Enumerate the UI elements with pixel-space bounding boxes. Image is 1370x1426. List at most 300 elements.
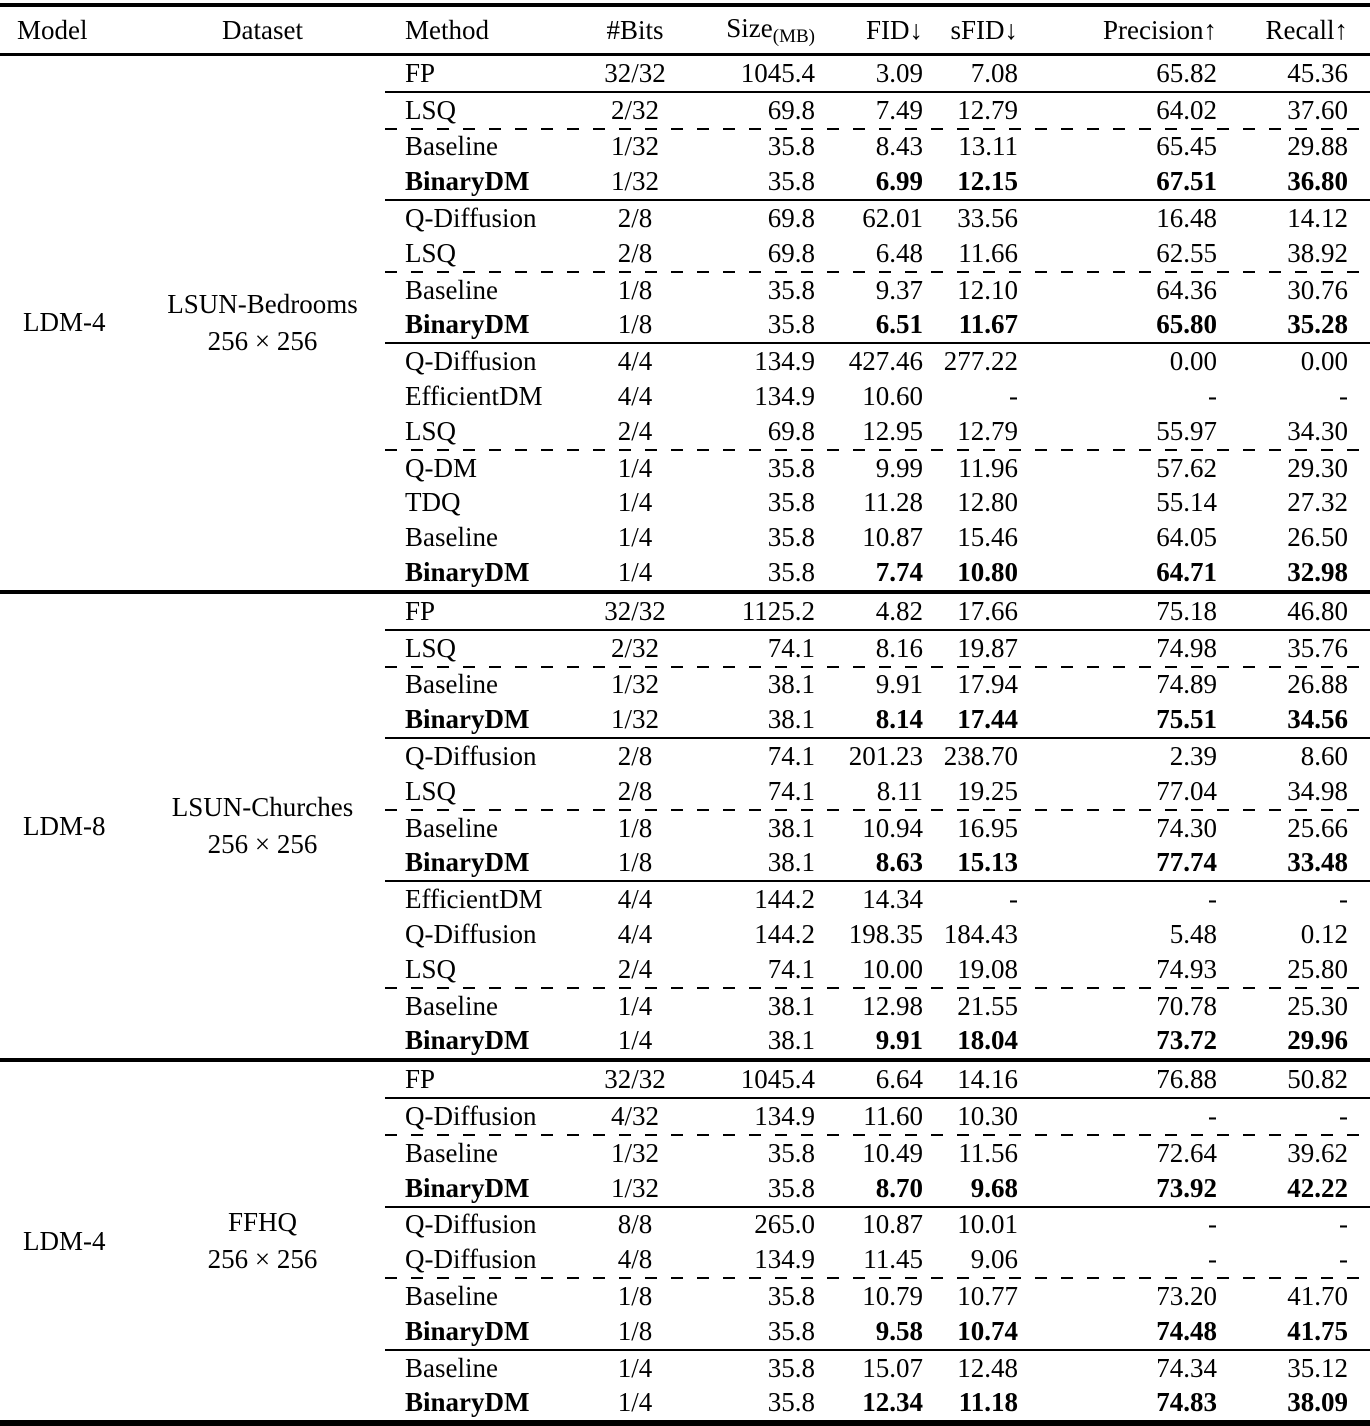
- dataset-name: LSUN-Churches: [171, 792, 354, 823]
- bits-cell: 1/8: [617, 1315, 653, 1346]
- size-cell: 35.8: [767, 487, 815, 518]
- fid-cell: 10.94: [862, 812, 923, 843]
- recall-cell: 50.82: [1287, 1064, 1348, 1095]
- recall-cell: -: [1339, 884, 1348, 915]
- size-cell: 35.8: [767, 1280, 815, 1311]
- table-row: [385, 989, 1370, 1024]
- section-rows: [385, 594, 1370, 1058]
- method-cell: BinaryDM: [405, 1025, 530, 1056]
- fid-cell: 9.91: [875, 669, 923, 700]
- size-cell: 69.8: [767, 94, 815, 125]
- dataset-name: FFHQ: [227, 1207, 298, 1238]
- fid-cell: 11.45: [863, 1244, 923, 1275]
- fid-cell: 6.51: [875, 309, 923, 340]
- precision-cell: 74.83: [1156, 1387, 1217, 1418]
- bits-cell: 4/4: [617, 346, 653, 377]
- precision-cell: -: [1208, 1101, 1217, 1131]
- size-cell: 38.1: [767, 704, 815, 735]
- method-cell: Q-Diffusion: [405, 1209, 537, 1240]
- sfid-cell: 10.01: [957, 1209, 1018, 1240]
- recall-cell: 29.88: [1287, 131, 1348, 162]
- recall-cell: 0.12: [1300, 919, 1348, 950]
- size-cell: 35.8: [767, 452, 815, 483]
- sfid-cell: -: [1009, 884, 1018, 915]
- bits-cell: 1/4: [617, 1352, 653, 1383]
- sfid-cell: 19.08: [957, 953, 1018, 984]
- fid-cell: 198.35: [848, 919, 923, 950]
- sfid-cell: 11.56: [958, 1137, 1018, 1168]
- recall-cell: 38.92: [1287, 237, 1348, 268]
- precision-cell: 62.55: [1156, 237, 1217, 268]
- sfid-cell: 11.96: [958, 452, 1018, 483]
- size-cell: 1045.4: [740, 1064, 815, 1095]
- recall-cell: 29.96: [1287, 1025, 1348, 1056]
- bits-cell: 1/32: [610, 669, 659, 700]
- table-row: [385, 236, 1370, 271]
- bits-cell: 1/32: [610, 704, 659, 735]
- dataset-resolution: 256 × 256: [207, 829, 318, 860]
- fid-cell: 8.14: [875, 704, 923, 735]
- size-cell: 35.8: [767, 1172, 815, 1203]
- precision-cell: 2.39: [1169, 741, 1217, 772]
- bits-cell: 2/32: [610, 632, 659, 663]
- table-row: [385, 846, 1370, 881]
- method-cell: Baseline: [405, 274, 498, 305]
- fid-cell: 7.74: [875, 557, 923, 588]
- size-cell: 35.8: [767, 557, 815, 588]
- sfid-cell: 12.10: [957, 274, 1018, 305]
- method-cell: LSQ: [405, 632, 457, 663]
- bits-cell: 2/8: [617, 775, 653, 806]
- table-row: [385, 201, 1370, 236]
- sfid-cell: 17.94: [957, 669, 1018, 700]
- dataset-resolution: 256 × 256: [207, 1244, 318, 1275]
- col-header-dataset: Dataset: [222, 14, 303, 45]
- method-cell: Q-DM: [405, 452, 477, 483]
- recall-cell: 41.75: [1287, 1315, 1348, 1346]
- precision-cell: -: [1208, 884, 1217, 915]
- size-cell: 74.1: [767, 953, 815, 984]
- method-cell: FP: [405, 57, 436, 88]
- precision-cell: 76.88: [1156, 1064, 1217, 1095]
- method-cell: LSQ: [405, 415, 457, 446]
- table-row: [385, 594, 1370, 629]
- precision-cell: 72.64: [1156, 1137, 1217, 1168]
- fid-cell: 12.95: [862, 415, 923, 446]
- bits-cell: 4/8: [617, 1244, 653, 1275]
- size-unit-subscript: (MB): [772, 25, 815, 47]
- table-row: [385, 1136, 1370, 1171]
- recall-cell: 45.36: [1287, 57, 1348, 88]
- size-cell: 35.8: [767, 1315, 815, 1346]
- table-row: [385, 520, 1370, 555]
- recall-cell: 25.30: [1287, 990, 1348, 1021]
- fid-cell: 8.11: [876, 775, 923, 806]
- sfid-cell: 277.22: [943, 346, 1018, 377]
- recall-cell: 34.30: [1287, 415, 1348, 446]
- fid-cell: 12.34: [862, 1387, 923, 1418]
- recall-cell: 14.12: [1287, 203, 1348, 234]
- table-header: [0, 7, 1370, 53]
- table-row: [385, 668, 1370, 703]
- sfid-cell: 11.18: [958, 1387, 1018, 1418]
- table-row: [385, 882, 1370, 917]
- recall-cell: 27.32: [1287, 487, 1348, 518]
- sfid-cell: 15.13: [957, 847, 1018, 878]
- method-cell: LSQ: [405, 94, 457, 125]
- fid-cell: 10.79: [862, 1280, 923, 1311]
- table-row: [385, 631, 1370, 666]
- method-cell: BinaryDM: [405, 1387, 530, 1418]
- size-cell: 38.1: [767, 847, 815, 878]
- precision-cell: 73.72: [1156, 1025, 1217, 1056]
- size-cell: 144.2: [754, 884, 815, 915]
- bits-cell: 2/8: [617, 237, 653, 268]
- sfid-cell: 10.77: [957, 1280, 1018, 1311]
- bits-cell: 1/4: [617, 557, 653, 588]
- method-cell: BinaryDM: [405, 704, 530, 735]
- fid-cell: 427.46: [848, 346, 923, 377]
- size-cell: 74.1: [767, 632, 815, 663]
- size-cell: 35.8: [767, 522, 815, 553]
- bits-cell: 1/4: [617, 1387, 653, 1418]
- precision-cell: 55.14: [1156, 487, 1217, 518]
- bits-cell: 2/8: [617, 741, 653, 772]
- precision-cell: 75.51: [1156, 704, 1217, 735]
- bits-cell: 32/32: [604, 1064, 666, 1095]
- fid-cell: 14.34: [862, 884, 923, 915]
- fid-cell: 6.64: [875, 1064, 923, 1095]
- bits-cell: 4/4: [617, 381, 653, 412]
- table-row: [385, 1062, 1370, 1097]
- precision-cell: 0.00: [1169, 346, 1217, 377]
- fid-cell: 9.99: [875, 452, 923, 483]
- table-row: [385, 344, 1370, 379]
- model-section: [0, 1062, 1370, 1420]
- recall-cell: 35.76: [1287, 632, 1348, 663]
- size-cell: 134.9: [754, 1244, 815, 1275]
- method-cell: BinaryDM: [405, 309, 530, 340]
- method-cell: Baseline: [405, 990, 498, 1021]
- method-cell: BinaryDM: [405, 557, 530, 588]
- method-cell: Baseline: [405, 669, 498, 700]
- section-rows: [385, 1062, 1370, 1420]
- sfid-cell: 14.16: [957, 1064, 1018, 1095]
- table-row: [385, 739, 1370, 774]
- size-cell: 134.9: [754, 346, 815, 377]
- method-cell: Q-Diffusion: [405, 1244, 537, 1275]
- sfid-cell: 10.30: [957, 1101, 1018, 1131]
- size-cell: 69.8: [767, 415, 815, 446]
- recall-cell: 35.28: [1287, 309, 1348, 340]
- precision-cell: 64.36: [1156, 274, 1217, 305]
- size-cell: 144.2: [754, 919, 815, 950]
- recall-cell: -: [1339, 381, 1348, 412]
- table-row: [385, 1242, 1370, 1277]
- section-labels: [0, 56, 385, 590]
- precision-cell: 74.93: [1156, 953, 1217, 984]
- table-row: [385, 56, 1370, 91]
- sfid-cell: 10.74: [957, 1315, 1018, 1346]
- col-header-model: Model: [17, 14, 88, 45]
- method-cell: LSQ: [405, 775, 457, 806]
- method-cell: BinaryDM: [405, 1315, 530, 1346]
- bits-cell: 2/8: [617, 203, 653, 234]
- sfid-cell: 10.80: [957, 557, 1018, 588]
- recall-cell: 39.62: [1287, 1137, 1348, 1168]
- model-section: [0, 56, 1370, 590]
- fid-cell: 10.49: [862, 1137, 923, 1168]
- method-cell: Q-Diffusion: [405, 203, 537, 234]
- table-row: [385, 414, 1370, 449]
- fid-cell: 7.49: [875, 94, 923, 125]
- recall-cell: -: [1339, 1209, 1348, 1240]
- size-cell: 134.9: [754, 1101, 815, 1131]
- fid-cell: 8.70: [875, 1172, 923, 1203]
- bits-cell: 1/4: [617, 487, 653, 518]
- fid-cell: 3.09: [875, 57, 923, 88]
- sfid-cell: 15.46: [957, 522, 1018, 553]
- table-row: [385, 379, 1370, 414]
- sfid-cell: 12.80: [957, 487, 1018, 518]
- table-body: [0, 56, 1370, 1420]
- table-row: [385, 774, 1370, 809]
- method-cell: BinaryDM: [405, 847, 530, 878]
- size-cell: 38.1: [767, 1025, 815, 1056]
- size-cell: 1125.2: [741, 595, 815, 626]
- bottom-rule: [0, 1420, 1370, 1426]
- size-cell: 35.8: [767, 309, 815, 340]
- section-rows: [385, 56, 1370, 590]
- recall-cell: -: [1339, 1244, 1348, 1275]
- precision-cell: 65.82: [1156, 57, 1217, 88]
- sfid-cell: 9.06: [970, 1244, 1018, 1275]
- col-header-sfid: sFID↓: [950, 14, 1018, 45]
- fid-cell: 10.60: [862, 381, 923, 412]
- recall-cell: 42.22: [1287, 1172, 1348, 1203]
- table-row: [385, 952, 1370, 987]
- bits-cell: 32/32: [604, 57, 666, 88]
- sfid-cell: 17.44: [957, 704, 1018, 735]
- table-row: [385, 486, 1370, 521]
- table-row: [385, 555, 1370, 590]
- bits-cell: 2/32: [610, 94, 659, 125]
- recall-cell: 8.60: [1300, 741, 1348, 772]
- recall-cell: 36.80: [1287, 166, 1348, 197]
- sfid-cell: 33.56: [957, 203, 1018, 234]
- precision-cell: 75.18: [1156, 595, 1217, 626]
- bits-cell: 1/4: [617, 1025, 653, 1056]
- fid-cell: 8.63: [875, 847, 923, 878]
- sfid-cell: 12.79: [957, 94, 1018, 125]
- fid-cell: 4.82: [875, 595, 923, 626]
- table-row: [385, 1208, 1370, 1243]
- table-row: [385, 1024, 1370, 1059]
- table-row: [385, 1099, 1370, 1134]
- size-cell: 38.1: [767, 669, 815, 700]
- precision-cell: -: [1208, 381, 1217, 412]
- size-cell: 38.1: [767, 812, 815, 843]
- recall-cell: -: [1339, 1101, 1348, 1131]
- dataset-resolution: 256 × 256: [207, 325, 318, 356]
- size-cell: 265.0: [754, 1209, 815, 1240]
- method-cell: FP: [405, 1064, 436, 1095]
- precision-cell: 70.78: [1156, 990, 1217, 1021]
- bits-cell: 1/8: [617, 847, 653, 878]
- sfid-cell: 238.70: [943, 741, 1018, 772]
- method-cell: FP: [405, 595, 436, 626]
- sfid-cell: 19.87: [957, 632, 1018, 663]
- size-cell: 134.9: [754, 381, 815, 412]
- size-cell: 35.8: [767, 1137, 815, 1168]
- size-cell: 1045.4: [740, 57, 815, 88]
- recall-cell: 26.88: [1287, 669, 1348, 700]
- bits-cell: 1/4: [617, 522, 653, 553]
- method-cell: Q-Diffusion: [405, 1101, 537, 1131]
- dataset-label: [140, 1204, 385, 1278]
- fid-cell: 9.91: [875, 1025, 923, 1056]
- table-row: [385, 917, 1370, 952]
- method-cell: Baseline: [405, 131, 498, 162]
- precision-cell: 16.48: [1156, 203, 1217, 234]
- fid-cell: 15.07: [862, 1352, 923, 1383]
- recall-cell: 0.00: [1300, 346, 1348, 377]
- precision-cell: 74.89: [1156, 669, 1217, 700]
- fid-cell: 201.23: [848, 741, 923, 772]
- fid-cell: 6.99: [875, 166, 923, 197]
- bits-cell: 4/32: [610, 1101, 659, 1131]
- recall-cell: 30.76: [1287, 274, 1348, 305]
- size-cell: 35.8: [767, 166, 815, 197]
- sfid-cell: -: [1009, 381, 1018, 412]
- bits-cell: 32/32: [604, 595, 666, 626]
- section-labels: [0, 1062, 385, 1420]
- size-cell: 35.8: [767, 131, 815, 162]
- method-cell: Baseline: [405, 1137, 498, 1168]
- precision-cell: 74.30: [1156, 812, 1217, 843]
- precision-cell: 77.74: [1156, 847, 1217, 878]
- table-row: [385, 164, 1370, 199]
- sfid-cell: 21.55: [957, 990, 1018, 1021]
- method-cell: EfficientDM: [405, 381, 543, 412]
- method-cell: Q-Diffusion: [405, 741, 537, 772]
- size-cell: 38.1: [767, 990, 815, 1021]
- precision-cell: 57.62: [1156, 452, 1217, 483]
- recall-cell: 29.30: [1287, 452, 1348, 483]
- table-row: [385, 1385, 1370, 1420]
- recall-cell: 35.12: [1287, 1352, 1348, 1383]
- fid-cell: 10.00: [862, 953, 923, 984]
- recall-cell: 25.66: [1287, 812, 1348, 843]
- size-label: Size: [726, 12, 773, 43]
- recall-cell: 34.98: [1287, 775, 1348, 806]
- table-row: [385, 1171, 1370, 1206]
- recall-cell: 34.56: [1287, 704, 1348, 735]
- bits-cell: 4/4: [617, 919, 653, 950]
- fid-cell: 9.58: [875, 1315, 923, 1346]
- precision-cell: 73.92: [1156, 1172, 1217, 1203]
- bits-cell: 1/32: [610, 1172, 659, 1203]
- model-label: LDM-8: [23, 810, 106, 841]
- table-row: [385, 308, 1370, 343]
- bits-cell: 1/8: [617, 1280, 653, 1311]
- table-row: [385, 702, 1370, 737]
- precision-cell: 65.80: [1156, 309, 1217, 340]
- sfid-cell: 11.67: [958, 309, 1018, 340]
- model-label: LDM-4: [23, 307, 106, 338]
- table-row: [385, 1351, 1370, 1386]
- bits-cell: 8/8: [617, 1209, 653, 1240]
- bits-cell: 1/32: [610, 1137, 659, 1168]
- bits-cell: 4/4: [617, 884, 653, 915]
- table-row: [385, 451, 1370, 486]
- method-cell: LSQ: [405, 953, 457, 984]
- precision-cell: 73.20: [1156, 1280, 1217, 1311]
- precision-cell: 64.02: [1156, 94, 1217, 125]
- precision-cell: 74.98: [1156, 632, 1217, 663]
- size-cell: 74.1: [767, 741, 815, 772]
- fid-cell: 10.87: [862, 1209, 923, 1240]
- precision-cell: 74.48: [1156, 1315, 1217, 1346]
- method-cell: Baseline: [405, 522, 498, 553]
- dataset-name: LSUN-Bedrooms: [167, 288, 358, 319]
- col-header-bits: #Bits: [606, 14, 664, 45]
- bits-cell: 1/8: [617, 274, 653, 305]
- method-cell: BinaryDM: [405, 166, 530, 197]
- size-cell: 35.8: [767, 1387, 815, 1418]
- precision-cell: 55.97: [1156, 415, 1217, 446]
- recall-cell: 37.60: [1287, 94, 1348, 125]
- col-header-method: Method: [405, 14, 489, 45]
- method-cell: Q-Diffusion: [405, 346, 537, 377]
- precision-cell: 65.45: [1156, 131, 1217, 162]
- dataset-label: [140, 789, 385, 863]
- recall-cell: 33.48: [1287, 847, 1348, 878]
- col-header-fid: FID↓: [865, 14, 923, 45]
- size-cell: 74.1: [767, 775, 815, 806]
- fid-cell: 8.43: [875, 131, 923, 162]
- col-header-recall: Recall↑: [1265, 14, 1348, 45]
- sfid-cell: 19.25: [957, 775, 1018, 806]
- fid-cell: 10.87: [862, 522, 923, 553]
- precision-cell: 74.34: [1156, 1352, 1217, 1383]
- col-header-precision: Precision↑: [1103, 14, 1217, 45]
- fid-cell: 6.48: [875, 237, 923, 268]
- table-row: [385, 130, 1370, 165]
- fid-cell: 9.37: [875, 274, 923, 305]
- precision-cell: -: [1208, 1209, 1217, 1240]
- size-cell: 69.8: [767, 237, 815, 268]
- precision-cell: 64.05: [1156, 522, 1217, 553]
- section-labels: [0, 594, 385, 1058]
- table-row: [385, 93, 1370, 128]
- bits-cell: 2/4: [617, 953, 653, 984]
- bits-cell: 1/4: [617, 990, 653, 1021]
- method-cell: LSQ: [405, 237, 457, 268]
- col-header-size: [675, 13, 820, 48]
- method-cell: Baseline: [405, 812, 498, 843]
- sfid-cell: 12.48: [957, 1352, 1018, 1383]
- method-cell: EfficientDM: [405, 884, 543, 915]
- bits-cell: 1/8: [617, 812, 653, 843]
- sfid-cell: 18.04: [957, 1025, 1018, 1056]
- sfid-cell: 12.79: [957, 415, 1018, 446]
- recall-cell: 38.09: [1287, 1387, 1348, 1418]
- table-row: [385, 1314, 1370, 1349]
- dataset-label: [140, 286, 385, 360]
- recall-cell: 41.70: [1287, 1280, 1348, 1311]
- sfid-cell: 184.43: [943, 919, 1018, 950]
